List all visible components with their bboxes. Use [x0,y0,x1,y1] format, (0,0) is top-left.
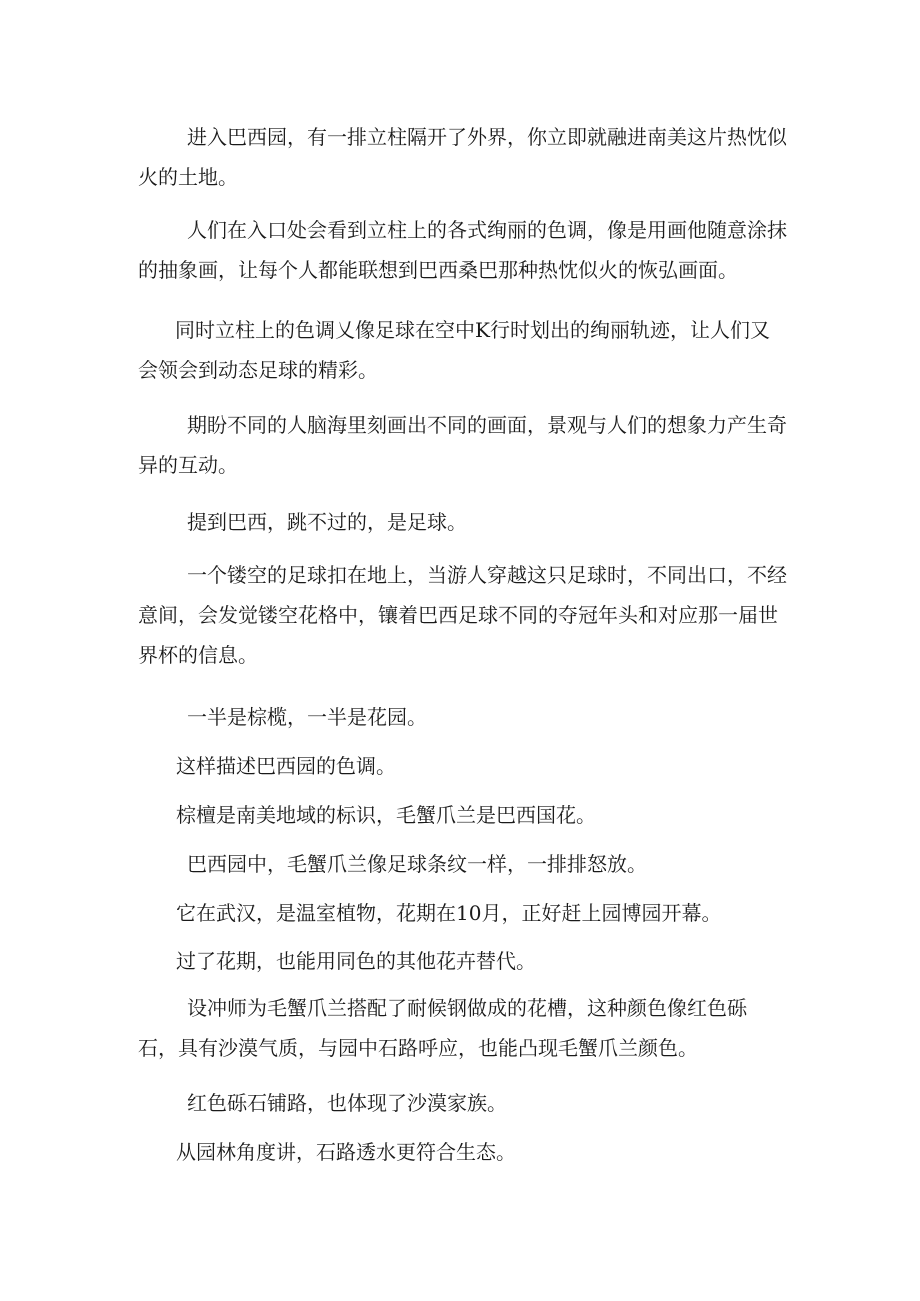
paragraph-10: 巴西园中，毛蟹爪兰像足球条纹一样，一排排怒放。 [187,852,647,876]
paragraph-9: 棕檀是南美地域的标识，毛蟹爪兰是巴西国花。 [176,803,596,827]
paragraph-1: 进入巴西园，有一排立柱隔开了外界，你立即就融进南美这片热忱似火的土地。 [138,125,787,189]
paragraph-7: 一半是棕榄，一半是花园。 [187,705,427,729]
paragraph-11: 它在武汉，是温室植物，花期在10月，正好赶上园博园开幕。 [176,901,722,925]
paragraph-3: 同时立柱上的色调乂像足球在空中K行时划出的绚丽轨迹，让人们又会领会到动态足球的精彩。 [138,318,770,382]
paragraph-6: 一个镂空的足球扣在地上，当游人穿越这只足球时，不同出口，不经意间，会发觉镂空花格中，镶着巴西足球不同的夺冠年头和对应那一届世界杯的信息。 [138,563,787,667]
paragraph-8: 这样描述巴西园的色调。 [176,754,396,778]
paragraph-14: 红色砾石铺路，也体现了沙漠家族。 [187,1091,507,1115]
paragraph-2: 人们在入口处会看到立柱上的各式绚丽的色调，像是用画他随意涂抹的抽象画，让每个人都能联想到巴西桑巴那种热忱似火的恢弘画面。 [138,218,787,282]
paragraph-12: 过了花期，也能用同色的其他花卉替代。 [176,949,536,973]
paragraph-15: 从园林角度讲，石路透水更符合生态。 [176,1140,516,1164]
paragraph-13: 设冲师为毛蟹爪兰搭配了耐候钢做成的花槽，这种颜色像红色砾石，具有沙漠气质，与园中石路呼应，也能凸现毛蟹爪兰颜色。 [138,996,747,1060]
paragraph-5: 提到巴西，跳不过的，是足球。 [187,510,467,534]
paragraph-4: 期盼不同的人脑海里刻画出不同的画面，景观与人们的想象力产生奇异的互动。 [138,413,787,477]
